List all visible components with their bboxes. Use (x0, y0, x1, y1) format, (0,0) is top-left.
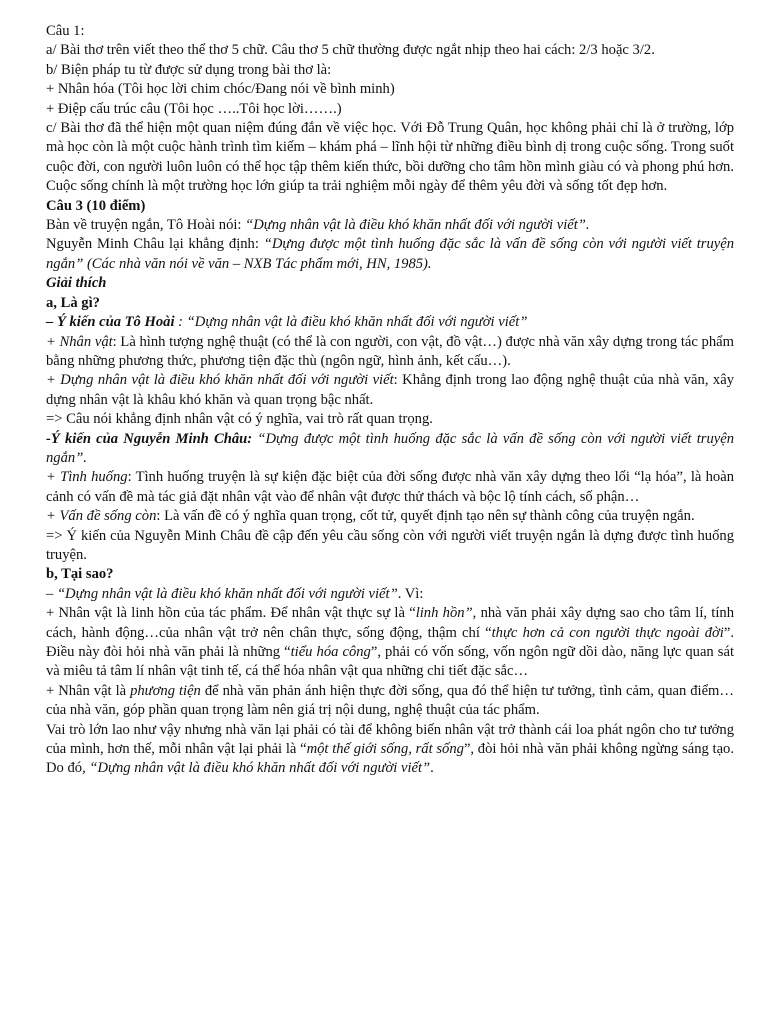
term: + Tình huống (46, 469, 128, 486)
text-run: để nhà văn phản ánh hiện thực đời sống, qua đó thể hiện tư tưởng, tình cảm, quan điểm…của nhà văn, góp phần quan trọng làm nên giá trị nội dung, nghệ thuật của tác phẩm. (46, 682, 735, 719)
text-run: tiểu hóa công (290, 644, 371, 660)
opinion-quote: : “Dựng nhân vật là điều khó khăn nhất đối với người viết” (174, 314, 528, 331)
quote-nguyen-minh-chau (46, 235, 734, 274)
text-run: linh hồn” (415, 605, 473, 622)
quote-intro: Nguyễn Minh Châu lại khẳng định: (46, 236, 264, 253)
answer-c: c/ Bài thơ đã thể hiện một quan niệm đúng đắn về việc học. Với Đỗ Trung Quân, học không phải chỉ là ở trường, lớp mà học còn là một cuộc hành trình tìm kiếm – khám phá – lĩnh hội từ những điều bình dị trong cuộc sống. Trong suốt cuộc đời, con người luôn luôn có thể học tập thêm kiến thức, bồi dưỡng cho tâm hồn mình giàu có và phong phú hơn. Cuộc sống chính là một trường học lớn giúp ta trải nghiệm mỗi ngày để thêm yêu đời và sống tốt đẹp hơn. (46, 120, 734, 195)
conclusion-2: => Ý kiến của Nguyễn Minh Châu đề cập đến yêu cầu sống còn với người viết truyện ngắn là dựng được tình huống truyện. (46, 527, 734, 563)
text-run: thực hơn cả con người thực ngoài đời (491, 624, 724, 641)
conclusion-1: => Câu nói khẳng định nhân vật có ý nghĩa, vai trò rất quan trọng. (46, 411, 433, 428)
answer-b-item-1: + Nhân hóa (Tôi học lời chim chóc/Đang nói về bình minh) (46, 81, 395, 98)
opinion-label: -Ý kiến của Nguyễn Minh Châu: (46, 430, 253, 447)
opinion-to-hoai (46, 313, 734, 332)
text-run: + Nhân vật là (46, 682, 131, 699)
quote-text: “Dựng nhân vật là điều khó khăn nhất đối với người viết”. (245, 217, 590, 234)
definition-text: : Là hình tượng nghệ thuật (có thể là con người, con vật, đồ vật…) được nhà văn xây dựng trong tác phẩm bằng những phương thức, phương tiện đặc thù (ngôn ngữ, hình ảnh, kết cấu…). (46, 333, 734, 369)
answer-b-heading: b/ Biện pháp tu từ được sử dụng trong bài thơ là: (46, 61, 332, 78)
reason-quote: – “Dựng nhân vật là điều khó khăn nhất đối với người viết” (46, 585, 398, 602)
quote-text: “Dựng được một tình huống đặc sắc là vấn đề sống còn với người viết truyện ngắn” (Các nhà văn nói về văn (46, 236, 735, 272)
text-run: ”, phải có vốn sống, vốn ngôn ngữ dồi dào, năng lực quan sát và miêu tả tâm lí nhân vật tinh tế, cá thể hóa nhân vật qua những chi tiết đặc sắc… (46, 644, 734, 680)
question-1-heading: Câu 1: (46, 23, 85, 39)
reason-3 (46, 721, 734, 779)
definition-dung-nhan-vat (46, 371, 734, 410)
quote-intro: Bàn về truyện ngắn, Tô Hoài nói: (46, 217, 246, 234)
reason-intro (46, 585, 734, 604)
subheading-la-gi: a, Là gì? (46, 294, 100, 311)
text-run: Vai trò lớn lao như vậy nhưng nhà văn lại phải có tài để không biến nhân vật trở thành cái loa phát ngôn cho tư tưởng của mình, hơn thế, mỗi nhân vật lại phải là “ (46, 721, 734, 758)
text-run: một thế giới sống, rất sống (306, 741, 464, 758)
reason-1 (46, 604, 734, 682)
opinion-nguyen-minh-chau (46, 430, 734, 469)
subheading-tai-sao: b, Tại sao? (46, 566, 114, 583)
reason-2 (46, 682, 734, 721)
quote-to-hoai (46, 216, 734, 235)
definition-nhan-vat (46, 333, 734, 372)
question-3-heading: Câu 3 (10 điểm) (46, 197, 146, 214)
opinion-quote: “Dựng được một tình huống đặc sắc là vấn đề sống còn với người viết truyện ngắn”. (46, 430, 734, 466)
text-run: + Nhân vật là linh hồn của tác phẩm. Để nhân vật thực sự là “ (46, 605, 416, 622)
definition-van-de-song-con (46, 507, 734, 526)
term: + Nhân vật (46, 333, 113, 350)
quote-source: – NXB Tác phẩm mới, HN, 1985). (229, 255, 432, 272)
definition-text: : Là vấn đề có ý nghĩa quan trọng, cốt tử, quyết định tạo nên sự thành công của truyện ngắn. (156, 508, 695, 525)
text-run: phương tiện (130, 682, 201, 699)
definition-tinh-huong (46, 468, 734, 507)
text-run: . (430, 760, 434, 777)
opinion-label: – Ý kiến của Tô Hoài (46, 314, 175, 331)
term: + Vấn đề sống còn (46, 508, 157, 525)
text-run: “Dựng nhân vật là điều khó khăn nhất đối với người viết” (89, 760, 431, 777)
text-run: ”. Điều này đòi hỏi nhà văn phải là những “ (46, 624, 735, 660)
answer-b-item-2: + Điệp cấu trúc câu (Tôi học …..Tôi học lời…….) (46, 100, 342, 117)
section-heading-giai-thich: Giải thích (46, 275, 107, 292)
reason-suffix: . Vì: (397, 585, 424, 602)
text-run: ”, đòi hỏi nhà văn phải không ngừng sáng tạo. Do đó, (46, 741, 734, 777)
definition-text: : Khẳng định trong lao động nghệ thuật của nhà văn, xây dựng nhân vật là khâu khó khăn và quan trọng bậc nhất. (46, 372, 734, 408)
definition-text: : Tình huống truyện là sự kiện đặc biệt của đời sống được nhà văn xây dựng theo lối “lạ hóa”, là hoàn cảnh có vấn đề mà tác giả đặt nhân vật vào để nhân vật được thử thách và bộc lộ tính cách, số phận… (46, 469, 734, 505)
term: + Dựng nhân vật là điều khó khăn nhất đối với người viết (46, 372, 394, 389)
text-run: , nhà văn phải xây dựng sao cho tâm lí, tính cách, hành động…của nhân vật trở nên chân thực, sống động, thậm chí “ (46, 605, 734, 641)
answer-a: a/ Bài thơ trên viết theo thể thơ 5 chữ. Câu thơ 5 chữ thường được ngắt nhịp theo hai cách: 2/3 hoặc 3/2. (46, 42, 655, 59)
document-page (46, 22, 734, 779)
